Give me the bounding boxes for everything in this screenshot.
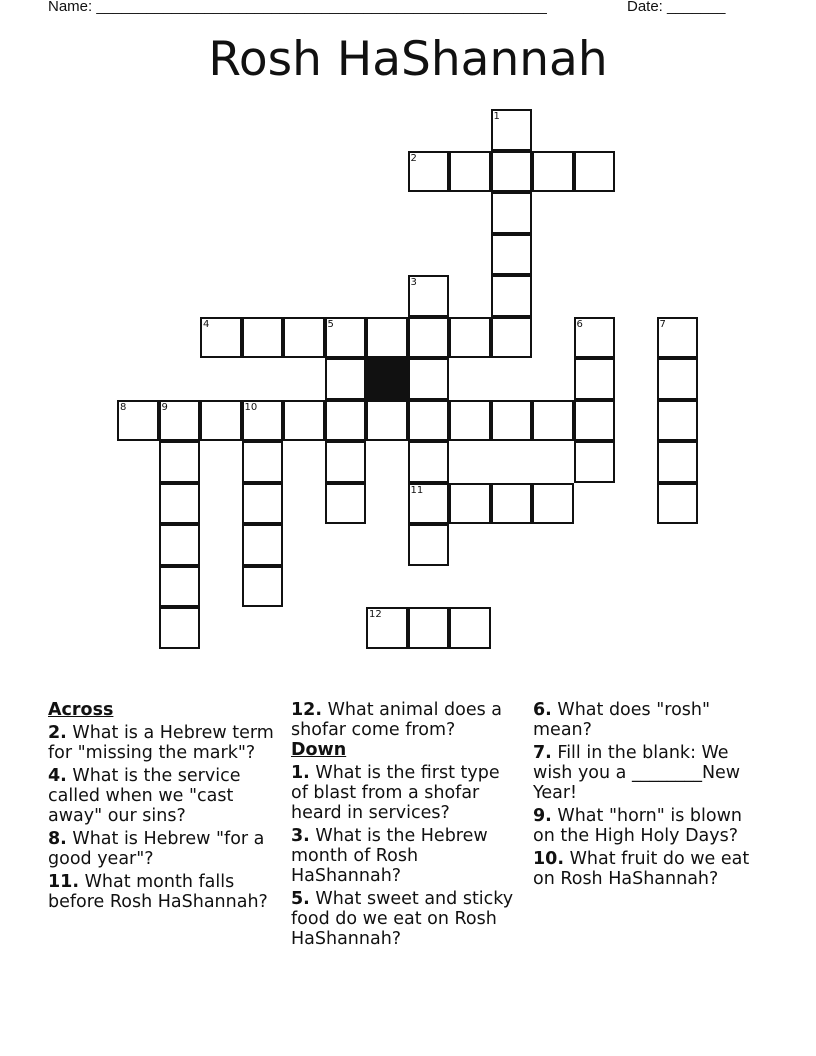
clue-number: 1. [291, 763, 310, 783]
clue-text: What is the first type of blast from a shofar heard in services? [291, 763, 500, 823]
down-clue [291, 763, 519, 823]
across-heading: Across [48, 700, 114, 720]
page-title: Rosh HaShannah [208, 32, 608, 87]
grid-block [366, 358, 408, 400]
grid-cell[interactable] [408, 275, 450, 317]
grid-cell[interactable] [532, 483, 574, 525]
grid-cell[interactable] [491, 192, 533, 234]
grid-cell[interactable] [491, 234, 533, 276]
clue-text: Fill in the blank: We wish you a ________New Year! [533, 743, 741, 803]
grid-cell[interactable] [200, 400, 242, 442]
across-clue [291, 700, 519, 740]
grid-cell[interactable] [242, 524, 284, 566]
grid-cell[interactable] [159, 607, 201, 649]
grid-cell[interactable] [117, 400, 159, 442]
clue-number-label: 4 [203, 318, 210, 330]
grid-cell[interactable] [283, 317, 325, 359]
grid-cell[interactable] [159, 400, 201, 442]
grid-cell[interactable] [159, 566, 201, 608]
grid-cell[interactable] [366, 317, 408, 359]
clue-text: What animal does a shofar come from? [291, 700, 502, 740]
clue-number-label: 9 [161, 401, 168, 413]
grid-cell[interactable] [657, 358, 699, 400]
grid-cell[interactable] [491, 109, 533, 151]
clue-text: What does "rosh" mean? [533, 700, 711, 740]
clue-number: 7. [533, 743, 552, 763]
clue-column-1 [48, 700, 276, 912]
down-heading: Down [291, 740, 347, 760]
clue-number-label: 3 [410, 277, 417, 288]
across-clue [48, 723, 276, 763]
grid-cell[interactable] [449, 607, 491, 649]
clue-number-label: 11 [410, 484, 424, 496]
grid-cell[interactable] [408, 524, 450, 566]
clue-number: 12. [291, 700, 323, 720]
clue-number: 2. [48, 723, 67, 743]
grid-cell[interactable] [449, 400, 491, 442]
down-clue [533, 743, 761, 803]
grid-cell[interactable] [242, 566, 284, 608]
clue-column-3 [533, 700, 761, 889]
clue-number: 9. [533, 806, 552, 826]
grid-cell[interactable] [491, 400, 533, 442]
grid-cell[interactable] [159, 524, 201, 566]
clue-number: 5. [291, 889, 310, 909]
clue-number: 11. [48, 872, 80, 892]
grid-cell[interactable] [325, 483, 367, 525]
down-clue [533, 806, 761, 846]
clue-number-label: 8 [120, 401, 127, 413]
grid-cell[interactable] [408, 607, 450, 649]
clue-text: What is a Hebrew term for "missing the mark"? [48, 723, 274, 763]
grid-cell[interactable] [325, 441, 367, 483]
clue-number: 6. [533, 700, 552, 720]
grid-cell[interactable] [159, 441, 201, 483]
clue-text: What "horn" is blown on the High Holy Days? [533, 806, 743, 846]
date-field-label: Date: _______ [627, 0, 726, 15]
clue-number-label: 7 [659, 318, 666, 330]
grid-cell[interactable] [242, 317, 284, 359]
grid-cell[interactable] [408, 441, 450, 483]
name-field-label: Name: ______________________________________________________ [48, 0, 547, 15]
grid-cell[interactable] [159, 483, 201, 525]
grid-cell[interactable] [325, 358, 367, 400]
grid-cell[interactable] [242, 400, 284, 442]
grid-cell[interactable] [242, 441, 284, 483]
clue-text: What fruit do we eat on Rosh HaShannah? [533, 849, 750, 889]
grid-cell[interactable] [657, 317, 699, 359]
grid-cell[interactable] [449, 483, 491, 525]
grid-cell[interactable] [408, 317, 450, 359]
clue-text: What sweet and sticky food do we eat on Rosh HaShannah? [291, 889, 514, 949]
grid-cell[interactable] [366, 607, 408, 649]
down-clue [291, 889, 519, 949]
clue-number-label: 2 [410, 152, 417, 164]
grid-cell[interactable] [449, 151, 491, 193]
grid-cell[interactable] [532, 151, 574, 193]
grid-cell[interactable] [408, 358, 450, 400]
clue-number-label: 6 [576, 318, 583, 330]
clue-text: What is the Hebrew month of Rosh HaShannah? [291, 826, 488, 886]
down-clue [291, 826, 519, 886]
grid-cell[interactable] [408, 483, 450, 525]
clue-number: 4. [48, 766, 67, 786]
clue-number-label: 12 [369, 609, 382, 620]
grid-cell[interactable] [657, 483, 699, 525]
grid-cell[interactable] [200, 317, 242, 359]
across-clue [48, 766, 276, 826]
grid-cell[interactable] [408, 400, 450, 442]
clue-column-2 [291, 700, 519, 949]
grid-cell[interactable] [366, 400, 408, 442]
grid-cell[interactable] [574, 317, 616, 359]
clue-text: What is the service called when we "cast away" our sins? [48, 766, 241, 826]
clue-number: 3. [291, 826, 310, 846]
grid-cell[interactable] [449, 317, 491, 359]
grid-cell[interactable] [283, 400, 325, 442]
grid-cell[interactable] [657, 441, 699, 483]
clue-number-label: 5 [327, 318, 334, 330]
grid-cell[interactable] [491, 151, 533, 193]
clue-text: What month falls before Rosh HaShannah? [48, 872, 268, 912]
clue-number-label: 1 [493, 111, 500, 122]
grid-cell[interactable] [408, 151, 450, 193]
grid-cell[interactable] [242, 483, 284, 525]
grid-cell[interactable] [491, 275, 533, 317]
across-clue [48, 829, 276, 869]
grid-cell[interactable] [574, 400, 616, 442]
down-clue [533, 700, 761, 740]
grid-cell[interactable] [532, 400, 574, 442]
grid-cell[interactable] [574, 151, 616, 193]
grid-cell[interactable] [574, 441, 616, 483]
across-clue [48, 872, 276, 912]
grid-cell[interactable] [657, 400, 699, 442]
grid-cell[interactable] [325, 400, 367, 442]
grid-cell[interactable] [325, 317, 367, 359]
clue-number: 8. [48, 829, 67, 849]
grid-cell[interactable] [574, 358, 616, 400]
grid-cell[interactable] [491, 317, 533, 359]
clue-text: What is Hebrew "for a good year"? [48, 829, 265, 869]
clue-number: 10. [533, 849, 565, 869]
clue-number-label: 10 [244, 401, 258, 413]
grid-cell[interactable] [491, 483, 533, 525]
down-clue [533, 849, 761, 889]
